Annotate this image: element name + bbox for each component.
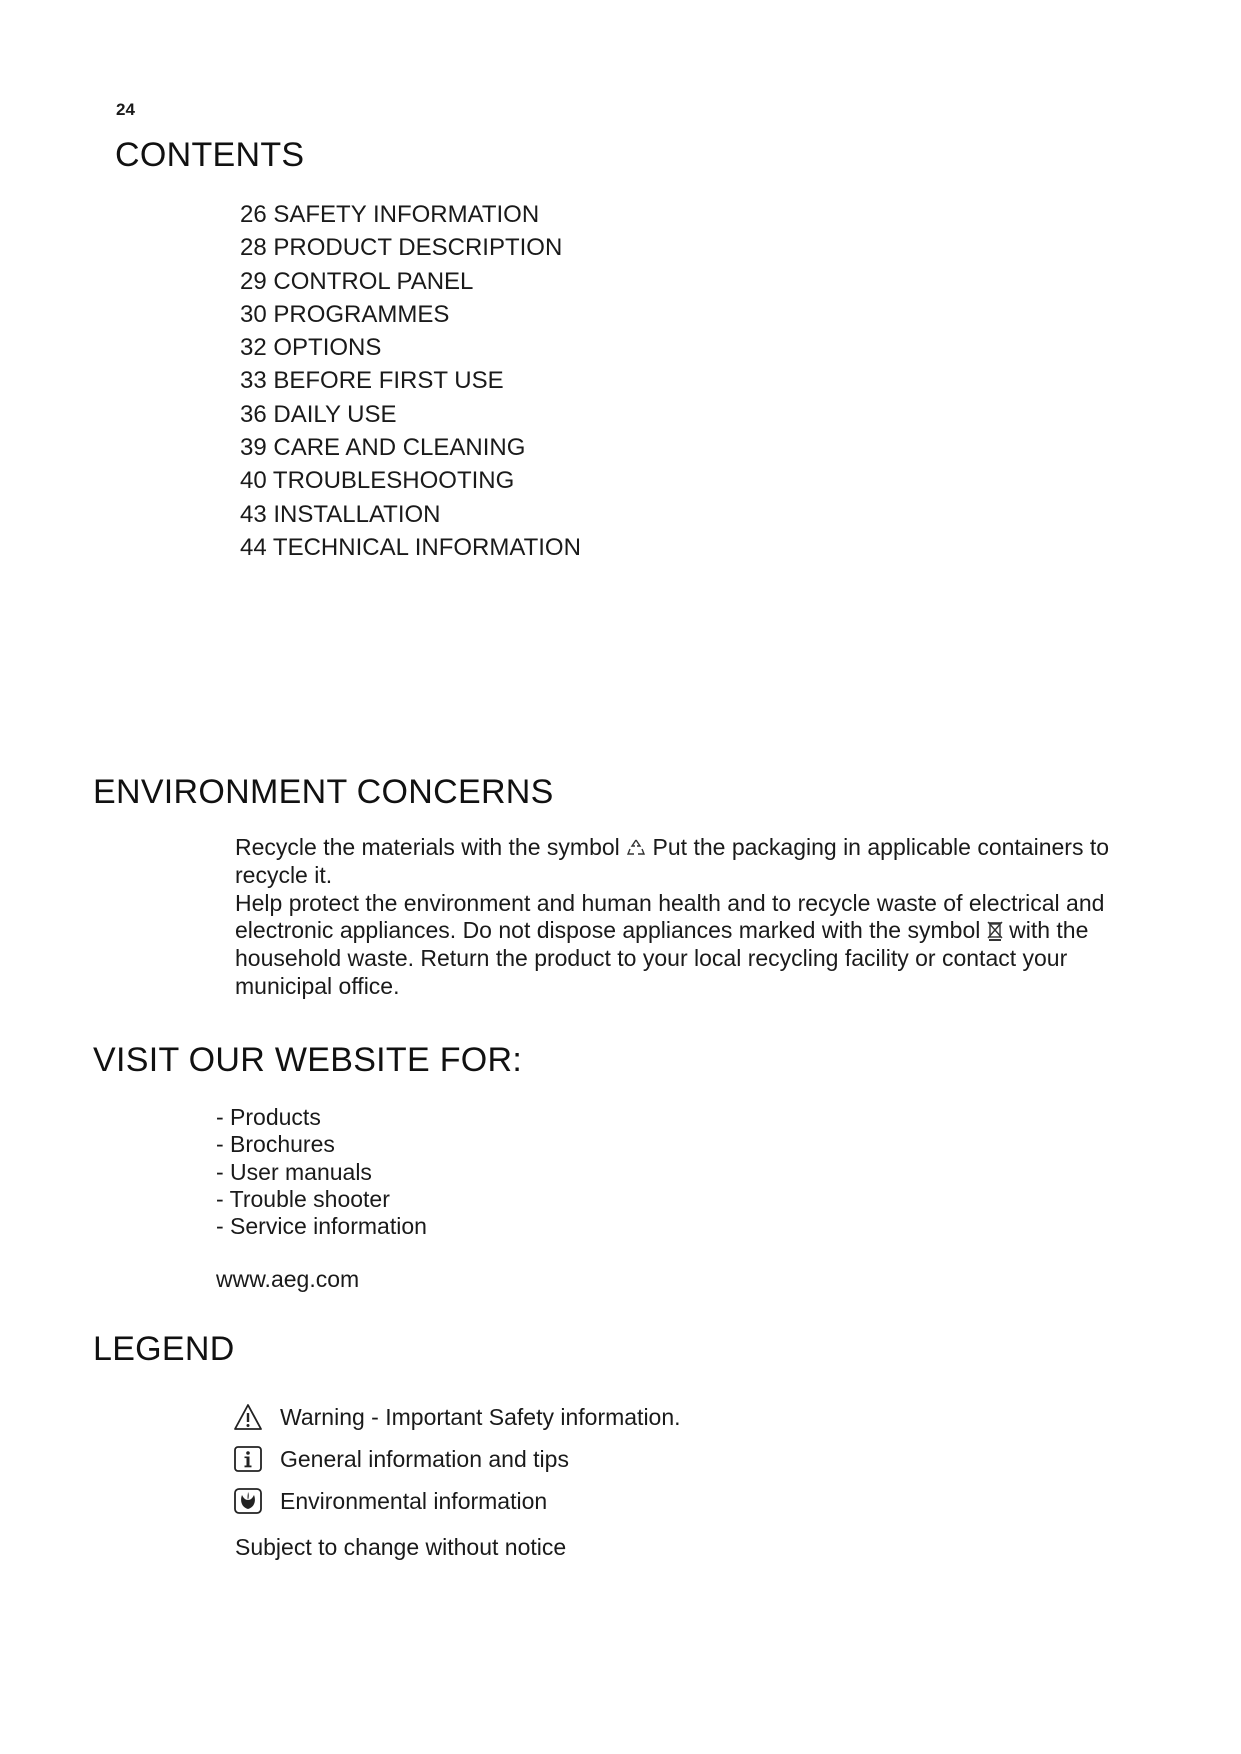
legend-heading: LEGEND <box>93 1330 235 1368</box>
list-item: - User manuals <box>216 1158 372 1185</box>
list-item: - Service information <box>216 1213 427 1240</box>
website-heading: VISIT OUR WEBSITE FOR: <box>93 1041 523 1079</box>
toc-item: 28 PRODUCT DESCRIPTION <box>240 234 563 262</box>
environment-text <box>235 834 1135 1001</box>
legend-label: Warning - Important Safety information. <box>280 1403 681 1430</box>
info-icon <box>233 1444 263 1474</box>
toc-item: 29 CONTROL PANEL <box>240 267 474 295</box>
website-list <box>216 1104 427 1240</box>
list-item: - Trouble shooter <box>216 1185 390 1212</box>
legend-item-info <box>233 1438 681 1480</box>
crossed-bin-icon <box>987 919 1003 941</box>
env-text-segment: Help protect the environment and human health and to recycle waste of electrical and electronic appliances. Do not dispose appliances marked with the symbol <box>235 889 1105 944</box>
list-item: - Brochures <box>216 1131 335 1158</box>
list-item: - Products <box>216 1104 321 1130</box>
environment-paragraph-recycle <box>235 834 1135 890</box>
table-of-contents <box>240 198 581 564</box>
toc-item: 33 BEFORE FIRST USE <box>240 367 504 395</box>
environment-heading: ENVIRONMENT CONCERNS <box>93 773 554 811</box>
toc-item: 40 TROUBLESHOOTING <box>240 467 515 495</box>
page-number: 24 <box>116 100 135 119</box>
toc-item: 36 DAILY USE <box>240 400 397 428</box>
toc-item: 44 TECHNICAL INFORMATION <box>240 533 581 561</box>
legend-label: Environmental information <box>280 1487 548 1514</box>
toc-item: 39 CARE AND CLEANING <box>240 434 526 462</box>
env-text-segment: Put the packaging in applicable containers to recycle it. <box>235 834 1110 888</box>
legend-item-warning <box>233 1396 681 1438</box>
env-text-segment: with the household waste. Return the product to your local recycling facility or contact your municipal office. <box>235 917 1089 999</box>
legend-item-environment <box>233 1480 681 1522</box>
website-url: www.aeg.com <box>216 1266 360 1292</box>
toc-item: 43 INSTALLATION <box>240 500 441 528</box>
environment-paragraph-weee <box>235 890 1135 1001</box>
toc-item: 30 PROGRAMMES <box>240 300 450 328</box>
toc-item: 26 SAFETY INFORMATION <box>240 201 540 228</box>
environment-icon <box>233 1486 263 1516</box>
legend-list <box>233 1396 681 1522</box>
toc-item: 32 OPTIONS <box>240 334 382 362</box>
recycle-icon <box>626 838 646 858</box>
change-notice: Subject to change without notice <box>235 1534 567 1560</box>
env-text-segment: Recycle the materials with the symbol <box>235 834 620 860</box>
contents-heading: CONTENTS <box>115 136 305 174</box>
warning-icon <box>233 1402 263 1432</box>
legend-label: General information and tips <box>280 1445 569 1472</box>
